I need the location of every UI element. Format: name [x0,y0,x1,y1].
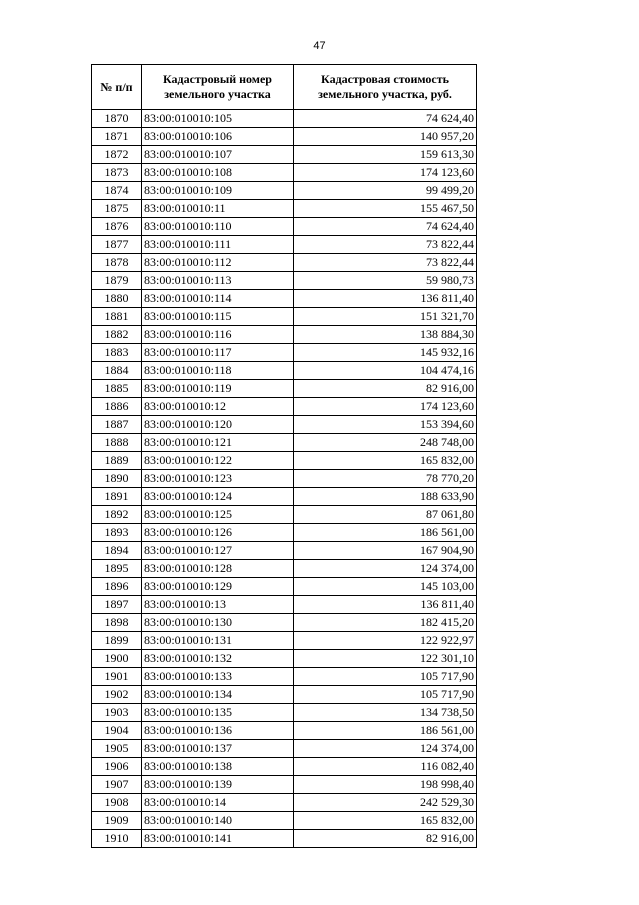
row-number: 1905 [92,740,142,758]
cadastral-value: 174 123,60 [294,164,477,182]
row-number: 1890 [92,470,142,488]
row-number: 1882 [92,326,142,344]
row-number: 1889 [92,452,142,470]
table-row [92,812,477,830]
header-cadastral-number: Кадастровый номер земельного участка [142,65,294,110]
cadastral-value: 242 529,30 [294,794,477,812]
table-row [92,272,477,290]
table-row [92,542,477,560]
cadastral-value: 165 832,00 [294,812,477,830]
cadastral-value: 153 394,60 [294,416,477,434]
cadastral-number: 83:00:010010:125 [142,506,294,524]
table-row [92,326,477,344]
cadastral-number: 83:00:010010:11 [142,200,294,218]
row-number: 1907 [92,776,142,794]
cadastral-value: 188 633,90 [294,488,477,506]
row-number: 1898 [92,614,142,632]
row-number: 1871 [92,128,142,146]
row-number: 1887 [92,416,142,434]
row-number: 1875 [92,200,142,218]
row-number: 1874 [92,182,142,200]
cadastral-value: 138 884,30 [294,326,477,344]
cadastral-number: 83:00:010010:139 [142,776,294,794]
row-number: 1884 [92,362,142,380]
table-row [92,110,477,128]
table-row [92,794,477,812]
table-row [92,722,477,740]
table-row [92,686,477,704]
cadastral-value: 155 467,50 [294,200,477,218]
cadastral-number: 83:00:010010:124 [142,488,294,506]
table-row [92,434,477,452]
header-num: № п/п [92,65,142,110]
cadastral-value: 78 770,20 [294,470,477,488]
row-number: 1886 [92,398,142,416]
cadastral-number: 83:00:010010:106 [142,128,294,146]
table-row [92,614,477,632]
table-row [92,506,477,524]
cadastral-value: 159 613,30 [294,146,477,164]
row-number: 1904 [92,722,142,740]
row-number: 1899 [92,632,142,650]
cadastral-number: 83:00:010010:115 [142,308,294,326]
table-row [92,596,477,614]
cadastral-number: 83:00:010010:116 [142,326,294,344]
table-row [92,758,477,776]
cadastral-number: 83:00:010010:126 [142,524,294,542]
table-row [92,578,477,596]
cadastral-number: 83:00:010010:128 [142,560,294,578]
row-number: 1885 [92,380,142,398]
row-number: 1896 [92,578,142,596]
row-number: 1873 [92,164,142,182]
table-row [92,416,477,434]
cadastral-value: 82 916,00 [294,380,477,398]
table-row [92,344,477,362]
table-row [92,776,477,794]
table-row [92,146,477,164]
cadastral-value: 124 374,00 [294,560,477,578]
table-row [92,380,477,398]
cadastral-value: 124 374,00 [294,740,477,758]
cadastral-number: 83:00:010010:119 [142,380,294,398]
cadastral-number: 83:00:010010:135 [142,704,294,722]
table-row [92,470,477,488]
cadastral-number: 83:00:010010:131 [142,632,294,650]
table-row [92,218,477,236]
table-header-row [92,65,477,110]
cadastral-number: 83:00:010010:133 [142,668,294,686]
row-number: 1877 [92,236,142,254]
table-row [92,398,477,416]
table-row [92,308,477,326]
cadastral-value: 87 061,80 [294,506,477,524]
table-row [92,488,477,506]
row-number: 1900 [92,650,142,668]
row-number: 1910 [92,830,142,848]
table-row [92,704,477,722]
row-number: 1880 [92,290,142,308]
cadastral-value: 151 321,70 [294,308,477,326]
cadastral-value: 116 082,40 [294,758,477,776]
row-number: 1894 [92,542,142,560]
cadastral-number: 83:00:010010:129 [142,578,294,596]
cadastral-number: 83:00:010010:118 [142,362,294,380]
table-row [92,362,477,380]
cadastral-number: 83:00:010010:138 [142,758,294,776]
cadastral-number: 83:00:010010:136 [142,722,294,740]
cadastral-value: 122 301,10 [294,650,477,668]
cadastral-number: 83:00:010010:110 [142,218,294,236]
row-number: 1891 [92,488,142,506]
cadastral-value: 134 738,50 [294,704,477,722]
cadastral-number: 83:00:010010:105 [142,110,294,128]
row-number: 1903 [92,704,142,722]
table-row [92,290,477,308]
row-number: 1870 [92,110,142,128]
cadastral-number: 83:00:010010:13 [142,596,294,614]
table-row [92,128,477,146]
row-number: 1892 [92,506,142,524]
table-row [92,740,477,758]
cadastral-number: 83:00:010010:137 [142,740,294,758]
row-number: 1878 [92,254,142,272]
cadastral-number: 83:00:010010:121 [142,434,294,452]
cadastral-value: 186 561,00 [294,722,477,740]
row-number: 1897 [92,596,142,614]
cadastral-number: 83:00:010010:113 [142,272,294,290]
cadastral-value: 99 499,20 [294,182,477,200]
row-number: 1872 [92,146,142,164]
cadastral-value: 74 624,40 [294,218,477,236]
cadastral-value: 104 474,16 [294,362,477,380]
cadastral-number: 83:00:010010:111 [142,236,294,254]
cadastral-value: 186 561,00 [294,524,477,542]
cadastral-value: 73 822,44 [294,236,477,254]
cadastral-number: 83:00:010010:12 [142,398,294,416]
cadastral-value: 136 811,40 [294,290,477,308]
cadastral-value: 73 822,44 [294,254,477,272]
row-number: 1901 [92,668,142,686]
table-row [92,254,477,272]
table-row [92,182,477,200]
cadastral-value: 59 980,73 [294,272,477,290]
cadastral-number: 83:00:010010:109 [142,182,294,200]
cadastral-value: 145 103,00 [294,578,477,596]
cadastral-number: 83:00:010010:123 [142,470,294,488]
row-number: 1883 [92,344,142,362]
cadastral-number: 83:00:010010:130 [142,614,294,632]
cadastral-value: 122 922,97 [294,632,477,650]
cadastral-number: 83:00:010010:134 [142,686,294,704]
cadastral-value: 136 811,40 [294,596,477,614]
cadastral-value: 174 123,60 [294,398,477,416]
cadastral-number: 83:00:010010:117 [142,344,294,362]
row-number: 1895 [92,560,142,578]
table-body [92,110,477,848]
table-row [92,452,477,470]
table-row [92,668,477,686]
row-number: 1888 [92,434,142,452]
table-row [92,650,477,668]
cadastral-table [91,64,477,848]
table-row [92,830,477,848]
table-row [92,524,477,542]
cadastral-value: 182 415,20 [294,614,477,632]
cadastral-number: 83:00:010010:14 [142,794,294,812]
cadastral-number: 83:00:010010:114 [142,290,294,308]
table-row [92,236,477,254]
cadastral-number: 83:00:010010:108 [142,164,294,182]
table-row [92,560,477,578]
cadastral-value: 105 717,90 [294,668,477,686]
row-number: 1881 [92,308,142,326]
row-number: 1902 [92,686,142,704]
cadastral-number: 83:00:010010:127 [142,542,294,560]
cadastral-value: 105 717,90 [294,686,477,704]
cadastral-number: 83:00:010010:120 [142,416,294,434]
cadastral-number: 83:00:010010:132 [142,650,294,668]
table-row [92,164,477,182]
cadastral-number: 83:00:010010:141 [142,830,294,848]
cadastral-value: 140 957,20 [294,128,477,146]
header-cadastral-value: Кадастровая стоимость земельного участка, руб. [294,65,477,110]
page-number: 47 [313,40,326,52]
cadastral-value: 82 916,00 [294,830,477,848]
table-row [92,200,477,218]
cadastral-number: 83:00:010010:107 [142,146,294,164]
row-number: 1909 [92,812,142,830]
row-number: 1876 [92,218,142,236]
cadastral-value: 248 748,00 [294,434,477,452]
cadastral-value: 145 932,16 [294,344,477,362]
cadastral-value: 165 832,00 [294,452,477,470]
cadastral-value: 74 624,40 [294,110,477,128]
cadastral-number: 83:00:010010:122 [142,452,294,470]
cadastral-value: 198 998,40 [294,776,477,794]
row-number: 1893 [92,524,142,542]
row-number: 1908 [92,794,142,812]
table-row [92,632,477,650]
row-number: 1879 [92,272,142,290]
row-number: 1906 [92,758,142,776]
cadastral-value: 167 904,90 [294,542,477,560]
cadastral-number: 83:00:010010:112 [142,254,294,272]
cadastral-number: 83:00:010010:140 [142,812,294,830]
